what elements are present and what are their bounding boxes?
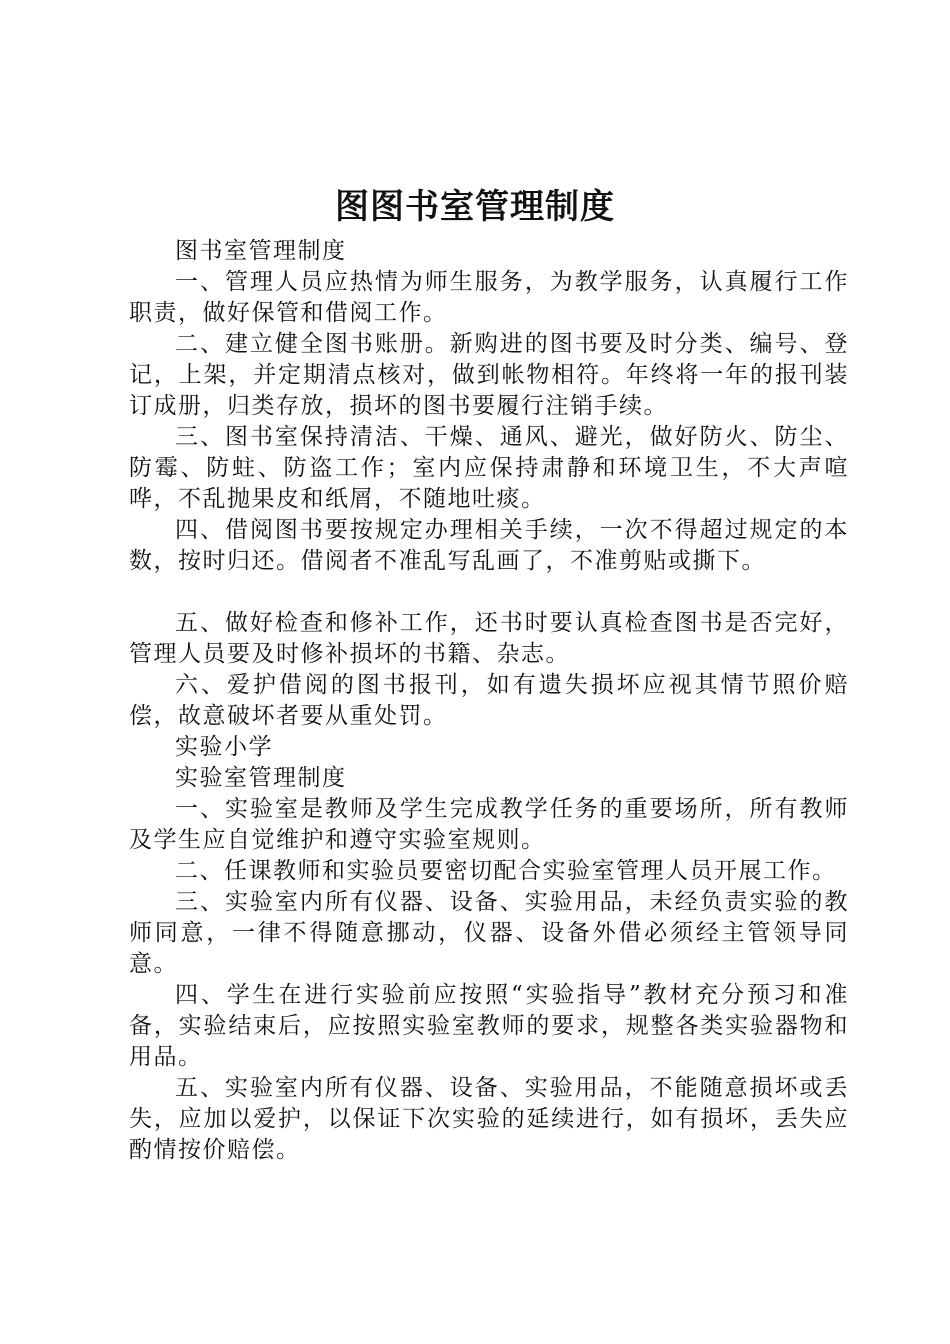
lab-rule-2: 二、任课教师和实验员要密切配合实验室管理人员开展工作。 — [175, 858, 837, 884]
library-rule-3: 三、图书室保持清洁、干燥、通风、避光，做好防火、防尘、防霉、防蛀、防盗工作；室内应保持肃静和环境卫生，不大声喧哗，不乱抛果皮和纸屑，不随地吐痰。 — [129, 424, 849, 512]
library-rules-heading: 图书室管理制度 — [175, 238, 347, 264]
document-body — [129, 236, 849, 1166]
lab-rule-1: 一、实验室是教师及学生完成教学任务的重要场所，所有教师及学生应自觉维护和遵守实验室规则。 — [129, 796, 849, 853]
school-name: 实验小学 — [175, 734, 273, 760]
lab-rules-heading: 实验室管理制度 — [175, 765, 347, 791]
lab-rule-5: 五、实验室内所有仪器、设备、实验用品，不能随意损坏或丢失，应加以爱护，以保证下次实验的延续进行，如有损坏，丢失应酌情按价赔偿。 — [129, 1075, 849, 1163]
paragraph-gap — [129, 577, 849, 608]
library-rule-4: 四、借阅图书要按规定办理相关手续，一次不得超过规定的本数，按时归还。借阅者不准乱写乱画了，不准剪贴或撕下。 — [129, 517, 849, 574]
lab-rule-3: 三、实验室内所有仪器、设备、实验用品，未经负责实验的教师同意，一律不得随意挪动，仪器、设备外借必须经主管领导同意。 — [129, 889, 849, 977]
document-title: 图图书室管理制度 — [335, 187, 615, 227]
library-rule-2: 二、建立健全图书账册。新购进的图书要及时分类、编号、登记，上架，并定期清点核对，做到帐物相符。年终将一年的报刊装订成册，归类存放，损坏的图书要履行注销手续。 — [129, 331, 849, 419]
library-rule-5: 五、做好检查和修补工作，还书时要认真检查图书是否完好，管理人员要及时修补损坏的书籍、杂志。 — [129, 610, 849, 667]
library-rule-6: 六、爱护借阅的图书报刊，如有遗失损坏应视其情节照价赔偿，故意破坏者要从重处罚。 — [129, 672, 849, 729]
lab-rule-4: 四、学生在进行实验前应按照“实验指导”教材充分预习和准备，实验结束后，应按照实验室教师的要求，规整各类实验器物和用品。 — [129, 982, 849, 1070]
library-rule-1: 一、管理人员应热情为师生服务，为教学服务，认真履行工作职责，做好保管和借阅工作。 — [129, 269, 849, 326]
